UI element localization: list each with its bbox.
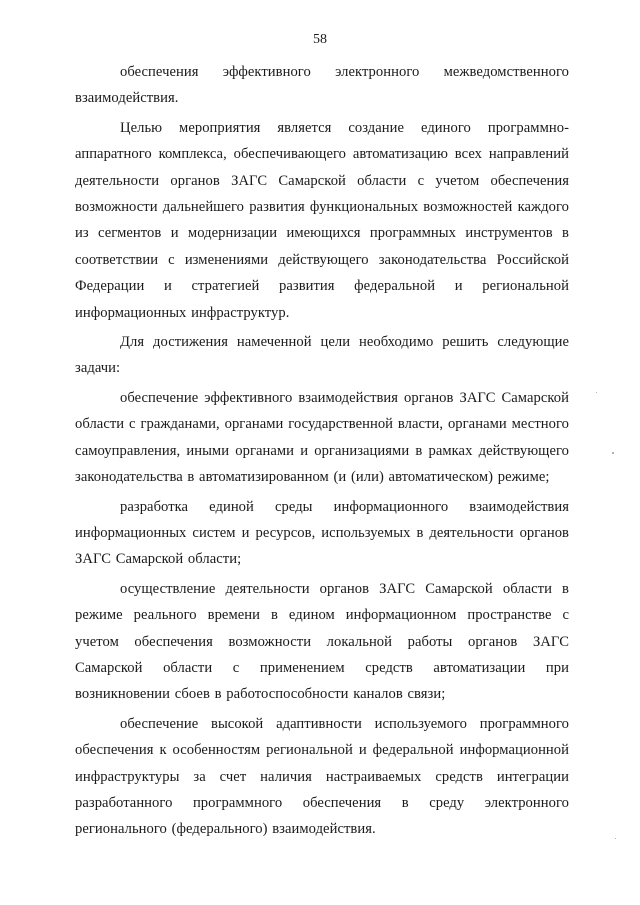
page-number: 58	[313, 32, 327, 47]
scan-speck	[612, 452, 614, 454]
scan-speck	[615, 838, 616, 839]
paragraph-task-interaction: обеспечение эффективного взаимодействия органов ЗАГС Самарской области с гражданами, органами государственной власти, органами местного самоуправления, иными органами и организациями в рамках действующего законодательства в автоматизированном (и (или) автоматическом) режиме;	[75, 389, 569, 486]
paragraph-intro-continuation: обеспечения эффективного электронного межведомственного взаимодействия.	[75, 64, 569, 107]
paragraph-goal: Целью мероприятия является создание единого программно-аппаратного комплекса, обеспечивающего автоматизацию всех направлений деятельности органов ЗАГС Самарской области с учетом обеспечения возможности дальнейшего развития функциональных возможностей каждого из сегментов и модернизации имеющихся программных инструментов в соответствии с изменениями действующего законодательства Российской Федерации и стратегией развития федеральной и региональной информационных инфраструктур.	[75, 119, 569, 321]
paragraph-task-adaptivity: обеспечение высокой адаптивности используемого программного обеспечения к особенностям региональной и федеральной информационной инфраструктуры за счет наличия настраиваемых средств интеграции разработанного программного обеспечения в среду электронного регионального (федерального) взаимодействия.	[75, 715, 569, 838]
paragraph-tasks-intro: Для достижения намеченной цели необходимо решить следующие задачи:	[75, 334, 569, 377]
paragraph-task-realtime: осуществление деятельности органов ЗАГС Самарской области в режиме реального времени в едином информационном пространстве с учетом обеспечения возможности локальной работы органов ЗАГС Самарской области с применением средств автоматизации при возникновении сбоев в работоспособности каналов связи;	[75, 580, 569, 703]
document-body	[75, 59, 569, 843]
paragraph-task-environment: разработка единой среды информационного взаимодействия информационных систем и ресурсов, используемых в деятельности органов ЗАГС Самарской области;	[75, 498, 569, 568]
scan-speck	[596, 392, 597, 393]
